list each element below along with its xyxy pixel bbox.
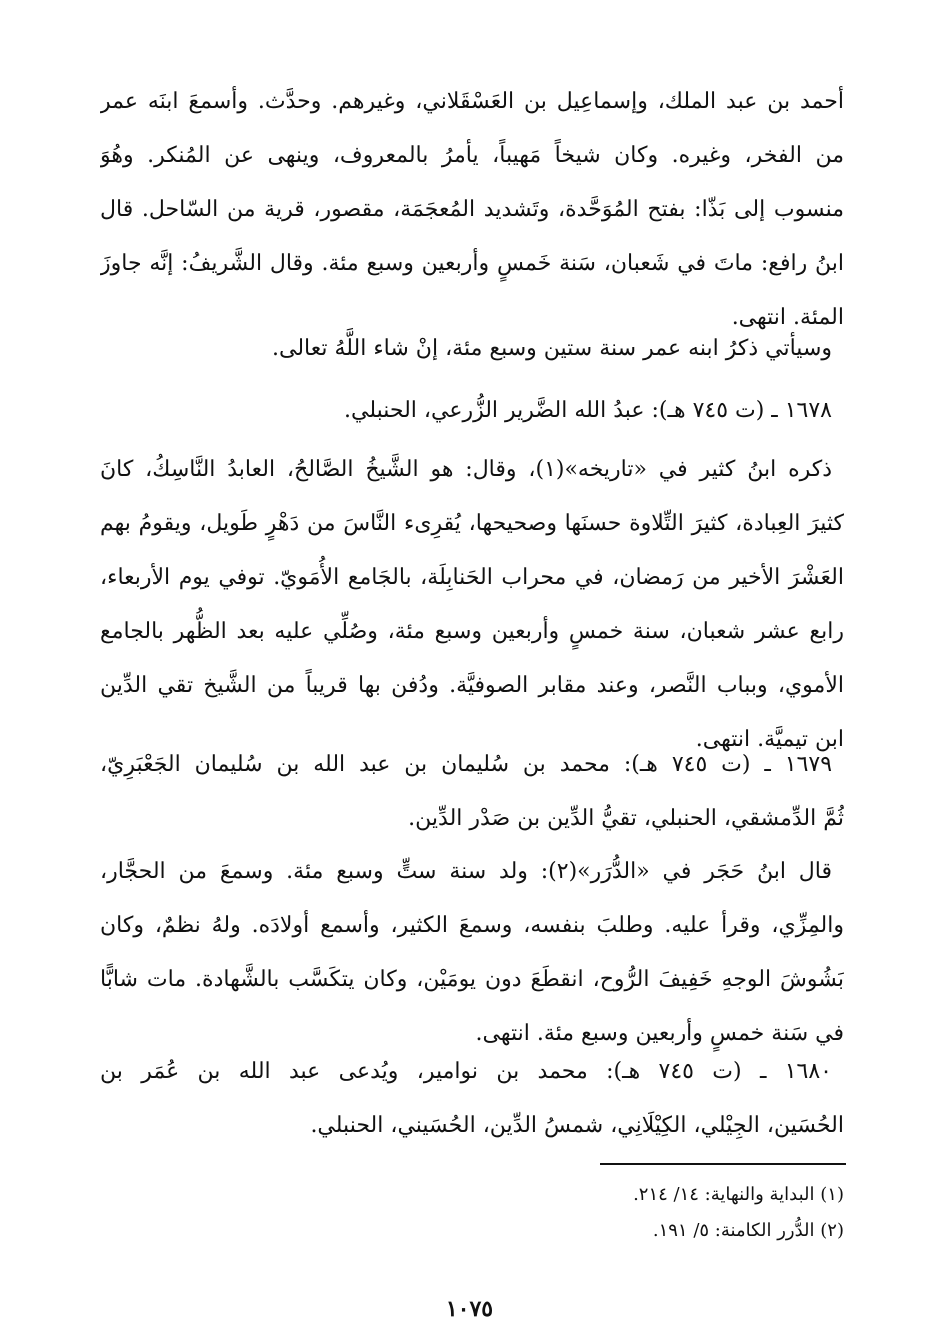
text-line: قال ابنُ حَجَر في «الدُّرَر»(٢): ولد سنة ستٍّ وسبع مئة. وسمعَ من الحجَّار،	[100, 859, 832, 884]
text-line: من الفخر، وغيره. وكان شيخاً مَهيباً، يأمرُ بالمعروف، وينهى عن المُنكر. وهُوَ	[100, 143, 844, 168]
entry-body-1679	[100, 845, 844, 1061]
text-line: ابنُ رافع: ماتَ في شَعبان، سَنة خَمسٍ وأربعين وسبع مئة. وقال الشَّريفُ: إنَّه جاوزَ	[100, 251, 844, 276]
text-line: ثُمَّ الدِّمشقي، الحنبلي، تقيُّ الدِّين بن صَدْر الدِّين.	[408, 806, 844, 831]
footnote-2: (٢) الدُّرر الكامنة: ٥/ ١٩١.	[652, 1220, 844, 1241]
text-line: العَشْرَ الأخير من رَمضان، في محراب الحَنابِلَة، بالجَامع الأُمَويّ. توفي يوم الأربعاء،	[100, 565, 844, 590]
text-line: بَشُوشَ الوجهِ خَفِيفَ الرُّوح، انقطَعَ دون يومَيْن، وكان يتكَسَّب بالشَّهادة. مات شابًّا	[100, 967, 844, 992]
text-line: منسوب إلى بَذّا: بفتح المُوَحَّدة، وتَشديد المُعجَمَة، مقصور، قرية من السّاحل. قال	[100, 197, 844, 222]
entry-heading-1680	[100, 1045, 844, 1153]
text-line: وسيأتي ذكرُ ابنه عمر سنة ستين وسبع مئة، إنْ شاء اللَّهُ تعالى.	[271, 336, 832, 361]
entry-heading-1678	[100, 384, 844, 438]
text-line: المئة. انتهى.	[731, 305, 844, 330]
text-line: الحُسَين، الجِيْلي، الكِيْلَانِي، شمسُ الدِّين، الحُسَيني، الحنبلي.	[310, 1113, 844, 1138]
paragraph-continuation	[100, 75, 844, 345]
text-line: رابع عشر شعبان، سنة خمسٍ وأربعين وسبع مئة، وصُلِّي عليه بعد الظُّهر بالجامع	[100, 619, 844, 644]
entry-heading-1679	[100, 738, 844, 846]
text-line: ابن تيميَّة. انتهى.	[695, 727, 844, 752]
paragraph-note	[100, 322, 844, 376]
text-line: في سَنة خمسٍ وأربعين وسبع مئة. انتهى.	[475, 1021, 844, 1046]
text-line: الأموي، وبباب النَّصر، وعند مقابر الصوفيَّة. ودُفن بها قريباً من الشَّيخ تقي الدِّين	[100, 673, 844, 698]
entry-title: ١٦٨٠ ـ (ت ٧٤٥ هـ): محمد بن نوامير، ويُدعى عبد الله بن عُمَر بن	[100, 1059, 832, 1084]
entry-title: ١٦٧٨ ـ (ت ٧٤٥ هـ): عبدُ الله الضَّرير الزُّرعي، الحنبلي.	[344, 398, 832, 423]
text-line: كثيرَ العِبادة، كثيرَ التِّلاوة حسنَها وصحيحها، يُقرِىء النَّاسَ من دَهْرٍ طَويل، ويقومُ بهم	[100, 511, 844, 536]
entry-title: ١٦٧٩ ـ (ت ٧٤٥ هـ): محمد بن سُليمان بن عبد الله بن سُليمان الجَعْبَرِيّ،	[100, 752, 833, 777]
footnote-divider	[600, 1163, 846, 1165]
text-line: ذكره ابنُ كثير في «تاريخه»(١)، وقال: هو الشَّيخُ الصَّالحُ، العابدُ النَّاسِكُ، كانَ	[100, 457, 833, 482]
text-line: أحمد بن عبد الملك، وإسماعِيل بن العَسْقَلاني، وغيرهم. وحدَّث. وأسمعَ ابنَه عمر	[100, 89, 844, 114]
entry-body-1678	[100, 443, 844, 767]
footnote-1: (١) البداية والنهاية: ١٤/ ٢١٤.	[633, 1184, 844, 1205]
page-number: ١٠٧٥	[445, 1296, 494, 1322]
text-line: والمِزِّي، وقرأ عليه. وطلبَ بنفسه، وسمعَ الكثير، وأسمع أولادَه. ولهُ نظمٌ، وكان	[100, 913, 844, 938]
